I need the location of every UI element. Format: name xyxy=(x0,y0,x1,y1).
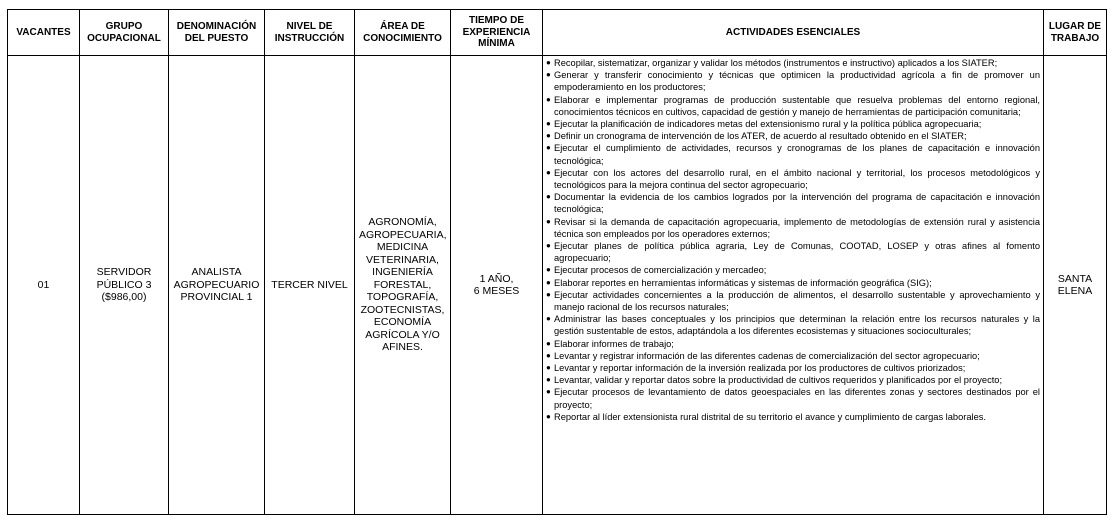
cell-denominacion: ANALISTA AGROPECUARIO PROVINCIAL 1 xyxy=(169,56,265,515)
cell-vacantes: 01 xyxy=(8,56,80,515)
bullet-icon: ● xyxy=(546,411,551,421)
list-item: ● Administrar las bases conceptuales y los principios que determinan la relación entre los recursos naturales y la gestión sustentable de estos, adaptándola a los diferentes ecosistemas y situaciones socioculturales; xyxy=(546,314,1040,337)
bullet-icon: ● xyxy=(546,58,551,67)
header-lugar-trabajo: LUGAR DE TRABAJO xyxy=(1044,10,1107,56)
list-item: ● Documentar la evidencia de los cambios logrados por la intervención del programa de capacitación e innovación tecnológica; xyxy=(546,192,1040,215)
list-item: ● Elaborar informes de trabajo; xyxy=(546,338,674,349)
list-item: ● Elaborar reportes en herramientas informáticas y sistemas de información geográfica (SIG); xyxy=(546,277,932,288)
list-item: ● Definir un cronograma de intervención de los ATER, de acuerdo al resultado obtenido en el SIATER; xyxy=(546,131,967,142)
activities-list xyxy=(546,57,1040,423)
bullet-icon: ● xyxy=(546,375,551,385)
table-row xyxy=(8,56,1107,515)
cell-area-conocimiento: AGRONOMÍA, AGROPECUARIA, MEDICINA VETERINARIA, INGENIERÍA FORESTAL, TOPOGRAFÍA, ZOOTECNISTAS, ECONOMÍA AGRÍCOLA Y/O AFINES. xyxy=(355,56,451,515)
list-item: ● Ejecutar procesos de levantamiento de datos geoespaciales en las diferentes zonas y sectores destinados por el proyecto; xyxy=(546,387,1040,410)
header-vacantes: VACANTES xyxy=(8,10,80,56)
list-item: ● Ejecutar el cumplimiento de actividades, recursos y cronogramas de los planes de capacitación e innovación tecnológica; xyxy=(546,143,1040,166)
list-item: ● Generar y transferir conocimiento y técnicas que optimicen la productividad agrícola a fin de promover un empoderamiento en los productores; xyxy=(546,70,1040,93)
list-item: ● Reportar al líder extensionista rural distrital de su territorio el avance y cumplimiento de cargas laborales. xyxy=(546,411,986,422)
header-grupo-ocupacional: GRUPO OCUPACIONAL xyxy=(80,10,169,56)
list-item: ● Ejecutar procesos de comercialización y mercadeo; xyxy=(546,265,767,276)
bullet-icon: ● xyxy=(546,143,551,153)
cell-grupo-ocupacional: SERVIDOR PÚBLICO 3 ($986,00) xyxy=(80,56,169,515)
list-item: ● Revisar si la demanda de capacitación agropecuaria, implemento de metodologías de extensión rural y asistencia técnica son empleados por los operadores externos; xyxy=(546,216,1040,239)
bullet-icon: ● xyxy=(546,289,551,299)
job-table xyxy=(7,9,1107,515)
bullet-icon: ● xyxy=(546,241,551,251)
bullet-icon: ● xyxy=(546,192,551,202)
header-tiempo-experiencia: TIEMPO DE EXPERIENCIA MÍNIMA xyxy=(451,10,543,56)
list-item: ● Levantar y reportar información de la inversión realizada por los productores de cultivos priorizados; xyxy=(546,363,966,374)
header-nivel-instruccion: NIVEL DE INSTRUCCIÓN xyxy=(265,10,355,56)
bullet-icon: ● xyxy=(546,131,551,141)
bullet-icon: ● xyxy=(546,363,551,373)
header-row xyxy=(8,10,1107,56)
bullet-icon: ● xyxy=(546,94,551,104)
header-area-conocimiento: ÁREA DE CONOCIMIENTO xyxy=(355,10,451,56)
bullet-icon: ● xyxy=(546,387,551,397)
bullet-icon: ● xyxy=(546,70,551,80)
header-actividades: ACTIVIDADES ESENCIALES xyxy=(543,10,1044,56)
list-item: ● Levantar y registrar información de las diferentes cadenas de comercialización del sector agropecuario; xyxy=(546,350,980,361)
list-item: ● Levantar, validar y reportar datos sobre la productividad de cultivos requeridos y planificados por el proyecto; xyxy=(546,375,1003,386)
list-item: ● Ejecutar la planificación de indicadores metas del extensionismo rural y la política pública agropecuaria; xyxy=(546,119,982,130)
list-item: ● Ejecutar actividades concernientes a la producción de alimentos, el desarrollo sustentable y aprovechamiento y manejo racional de los recursos naturales; xyxy=(546,289,1040,313)
bullet-icon: ● xyxy=(546,277,551,287)
bullet-icon: ● xyxy=(546,216,551,226)
bullet-icon: ● xyxy=(546,350,551,360)
job-table-container xyxy=(7,9,1106,515)
list-item: ● Ejecutar planes de política pública agraria, Ley de Comunas, COOTAD, LOSEP y otras afines al fomento agropecuario; xyxy=(546,241,1040,264)
cell-actividades xyxy=(543,56,1044,515)
bullet-icon: ● xyxy=(546,314,551,324)
list-item: ● Recopilar, sistematizar, organizar y validar los métodos (instrumentos e instructivo) aplicados a los SIATER; xyxy=(546,58,998,68)
list-item: ● Elaborar e implementar programas de producción sustentable que resuelva problemas del entorno regional, conocimientos técnicos en cultivos, capacidad de gestión y manejo de herramientas de participación comunitaria; xyxy=(546,94,1040,117)
bullet-icon: ● xyxy=(546,167,551,177)
cell-lugar-trabajo: SANTA ELENA xyxy=(1044,56,1107,515)
header-denominacion: DENOMINACIÓN DEL PUESTO xyxy=(169,10,265,56)
bullet-icon: ● xyxy=(546,338,551,348)
list-item: ● Ejecutar con los actores del desarrollo rural, en el ámbito nacional y territorial, los procesos metodológicos y tecnológicos para la mejora continua del sector agropecuario; xyxy=(546,167,1040,191)
bullet-icon: ● xyxy=(546,119,551,129)
bullet-icon: ● xyxy=(546,265,551,275)
cell-tiempo-experiencia: 1 AÑO, 6 MESES xyxy=(451,56,543,515)
cell-nivel-instruccion: TERCER NIVEL xyxy=(265,56,355,515)
